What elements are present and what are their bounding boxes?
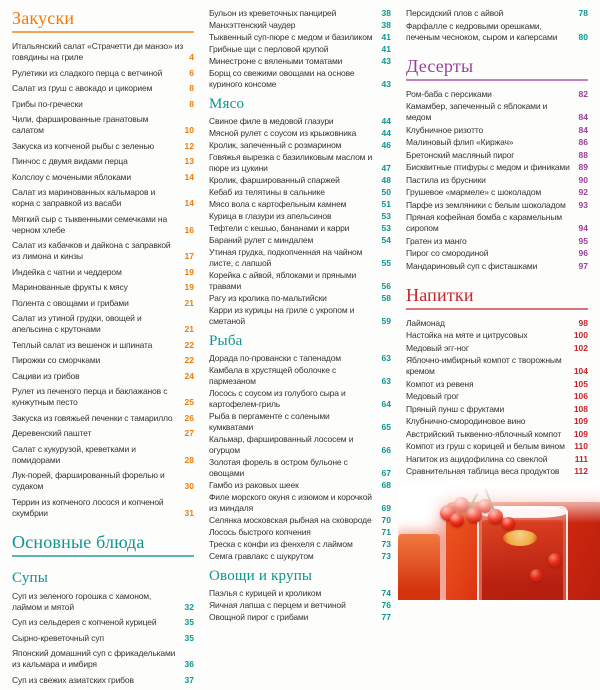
toc-entry — [406, 466, 588, 477]
dish-title: Террин из копченого лосося и копченой скумбрии — [12, 496, 164, 518]
dish-title: Гамбо из раковых шеек — [209, 480, 299, 490]
dish-title: Маринованные фрукты к мясу — [12, 282, 128, 292]
dish-title: Камбала в хрустящей оболочке с пармезаном — [209, 365, 337, 386]
dish-title: Семга гравлакс с шукрутом — [209, 551, 314, 561]
toc-entry — [209, 68, 391, 90]
toc-entry — [209, 270, 391, 292]
page-number: 53 — [381, 211, 391, 221]
dish-title: Мягкий сыр с тыквенными семечками на черном хлебе — [12, 213, 168, 235]
dish-title: Грибные щи с перловой крупой — [209, 44, 329, 54]
dish-title: Ром-баба с персиками — [406, 88, 492, 99]
dish-title: Минестроне с вялеными томатами — [209, 56, 343, 66]
dish-title: Яичная лапша с перцем и ветчиной — [209, 600, 346, 610]
page-number: 104 — [573, 366, 588, 376]
toc-entry — [209, 211, 391, 222]
page-number: 84 — [578, 124, 588, 135]
dish-title: Пряный пунш с фруктами — [406, 403, 505, 414]
page-number: 31 — [184, 507, 194, 518]
dish-title: Свиное филе в медовой глазури — [209, 116, 334, 126]
page-number: 94 — [578, 223, 588, 233]
dish-title: Салат из груш с авокадо и цикорием — [12, 83, 153, 93]
dish-title: Кролик, запеченный с розмарином — [209, 140, 342, 150]
dish-title: Пирожки со сморчками — [12, 355, 101, 365]
toc-entry — [209, 175, 391, 186]
dish-title: Золотая форель в остром бульоне с овощами — [209, 457, 348, 478]
page-number: 19 — [184, 266, 194, 277]
page-number: 47 — [381, 163, 391, 173]
dish-title: Лосось быстрого копчения — [209, 527, 311, 537]
toc-entry — [209, 612, 391, 623]
dish-title: Кролик, фаршированный спаржей — [209, 175, 340, 185]
dish-title: Австрийский тыквенно-яблочный компот — [406, 428, 562, 439]
page-number: 13 — [184, 156, 194, 166]
dish-title: Салат из кабачков и дайкона с заправкой из лимона и кинзы — [12, 240, 171, 261]
dish-title: Деревенский паштет — [12, 428, 92, 438]
toc-entry — [12, 444, 194, 466]
dish-title: Настойка на мяте и цитрусовых — [406, 330, 528, 340]
page-number: 4 — [189, 52, 194, 62]
toc-entry — [209, 588, 391, 599]
dish-title: Пастила из брусники — [406, 174, 486, 185]
dish-title: Пинчос с двумя видами перца — [12, 156, 128, 166]
page-number: 38 — [381, 20, 391, 30]
toc-entry — [406, 261, 588, 272]
dish-title: Тефтели с кешью, бананами и карри — [209, 223, 350, 233]
dish-title: Овощной пирог с грибами — [209, 612, 309, 622]
toc-entry — [12, 68, 194, 79]
toc-entry — [12, 371, 194, 382]
page-number: 93 — [578, 199, 588, 210]
toc-entry — [209, 305, 391, 327]
page-number: 56 — [381, 281, 391, 291]
toc-entry — [12, 99, 194, 110]
page-number: 35 — [184, 617, 194, 627]
toc-entry — [406, 21, 588, 43]
page-number: 97 — [578, 260, 588, 271]
toc-entry — [209, 515, 391, 526]
toc-entry — [209, 235, 391, 246]
page-number: 16 — [184, 224, 194, 235]
dish-title: Мандариновый суп с фисташками — [406, 260, 538, 271]
page-number: 73 — [381, 539, 391, 549]
page-number: 112 — [574, 466, 588, 476]
toc-entry — [12, 340, 194, 351]
dish-title: Кебаб из телятины в сальнике — [209, 187, 325, 197]
page-number: 6 — [189, 67, 194, 78]
toc-entry — [406, 379, 588, 390]
dish-title: Мясной рулет с соусом из крыжовника — [209, 128, 357, 138]
page-number: 96 — [578, 248, 588, 258]
toc-entry — [209, 128, 391, 139]
dish-title: Бульон из креветочных панцирей — [209, 8, 337, 18]
dish-title: Треска с конфи из фенхеля с лаймом — [209, 539, 353, 549]
page-number: 100 — [573, 330, 588, 340]
page-number: 37 — [184, 674, 194, 685]
section-header-ovoshchi-i-krupy: Овощи и крупы — [209, 568, 313, 584]
section-header-napitki: Напитки — [406, 285, 588, 310]
dish-title: Теплый салат из вешенок и шпината — [12, 339, 153, 350]
toc-entry — [209, 293, 391, 304]
dish-title: Фарфалле с кедровыми орешками, печеным чесноком, сыром и каперсами — [406, 20, 558, 42]
dish-title: Персидский плов с айвой — [406, 8, 504, 18]
section-header-zakuski: Закуски — [12, 8, 194, 33]
page-number: 67 — [381, 468, 391, 478]
toc-entry — [12, 675, 194, 686]
toc-entry — [12, 187, 194, 209]
page-number: 108 — [573, 403, 588, 414]
page-number: 24 — [184, 370, 194, 381]
page-number: 8 — [189, 98, 194, 109]
dish-title: Салат из утиной грудки, овощей и апельсина с крутонами — [12, 313, 142, 334]
toc-entry — [406, 101, 588, 123]
page-number: 44 — [381, 116, 391, 126]
toc-entry — [406, 162, 588, 173]
toc-entry — [209, 44, 391, 55]
toc-entry — [12, 633, 194, 644]
toc-entry — [406, 89, 588, 100]
page-number: 21 — [184, 324, 194, 334]
dish-title: Корейка с айвой, яблоками и пряными травами — [209, 270, 357, 291]
dish-title: Чили, фаршированные гранатовым салатом — [12, 114, 149, 135]
toc-entry — [12, 156, 194, 167]
toc-entry — [406, 150, 588, 161]
page-number: 106 — [573, 391, 588, 401]
dish-title: Гратен из манго — [406, 235, 467, 246]
page-number: 90 — [578, 174, 588, 185]
page-number: 55 — [381, 258, 391, 268]
dish-title: Суп из свежих азиатских грибов — [12, 674, 134, 685]
page-number: 21 — [184, 297, 194, 308]
page-number: 84 — [578, 112, 588, 122]
page-number: 111 — [574, 453, 588, 464]
toc-entry — [406, 355, 588, 377]
dish-title: Малиновый флип «Киржач» — [406, 137, 514, 147]
page-number: 70 — [381, 515, 391, 525]
page-number: 14 — [184, 171, 194, 182]
toc-entry — [12, 282, 194, 293]
toc-entry — [406, 212, 588, 234]
dish-title: Салат из маринованных кальмаров и корна с заправкой из васаби — [12, 187, 156, 208]
toc-entry — [209, 457, 391, 479]
dish-title: Камамбер, запеченный с яблоками и медом — [406, 101, 548, 122]
dish-title: Мясо вола с картофельным камнем — [209, 199, 347, 209]
dish-title: Лаймонад — [406, 317, 445, 328]
page-number: 35 — [184, 632, 194, 643]
toc-entry — [406, 248, 588, 259]
dish-title: Бисквитные птифуры с медом и финиками — [406, 162, 570, 172]
dish-title: Селянка московская рыбная на сковороде — [209, 515, 372, 525]
toc-entry — [12, 141, 194, 152]
page-number: 63 — [381, 376, 391, 386]
toc-entry — [209, 388, 391, 410]
dish-title: Тыквенный суп-пюре с медом и базиликом — [209, 32, 373, 42]
toc-entry — [406, 429, 588, 440]
page-number: 14 — [184, 198, 194, 208]
page-number: 109 — [573, 416, 588, 426]
toc-entry — [209, 527, 391, 538]
page-number: 32 — [184, 601, 194, 612]
toc-entry — [12, 617, 194, 628]
dish-title: Лук-порей, фаршированный форелью и судаком — [12, 470, 165, 491]
dish-title: Борщ со свежими овощами на основе куриного консоме — [209, 68, 355, 89]
toc-entry — [406, 175, 588, 186]
toc-entry — [406, 454, 588, 465]
toc-entry — [209, 152, 391, 174]
dish-title: Сациви из грибов — [12, 370, 80, 381]
dish-title: Индейка с чатни и чеддером — [12, 266, 122, 277]
page-number: 88 — [578, 149, 588, 160]
toc-entry — [209, 140, 391, 151]
photo-red-block — [398, 534, 440, 600]
page-number: 80 — [578, 31, 588, 42]
dish-title: Лосось с соусом из голубого сыра и картофелем-гриль — [209, 388, 346, 409]
dish-title: Клубнично-смородиновое вино — [406, 416, 526, 426]
toc-entry — [12, 386, 194, 408]
page-number: 110 — [574, 441, 588, 451]
section-header-myaso: Мясо — [209, 96, 245, 112]
toc-entry — [12, 313, 194, 335]
page-number: 92 — [578, 187, 588, 197]
toc-column-2 — [209, 8, 391, 690]
page-number: 26 — [184, 412, 194, 423]
dish-title: Бретонский масляный пирог — [406, 149, 515, 160]
toc-entry — [406, 318, 588, 329]
dish-title: Медовый эгг-ног — [406, 342, 469, 353]
toc-entry — [406, 137, 588, 148]
dish-title: Сравнительная таблица веса продуктов — [406, 466, 560, 476]
toc-entry — [209, 56, 391, 67]
toc-entry — [209, 223, 391, 234]
dish-title: Парфе из земляники с белым шоколадом — [406, 199, 566, 210]
toc-entry — [406, 391, 588, 402]
toc-entry — [406, 441, 588, 452]
page-number: 73 — [381, 551, 391, 561]
page-number: 86 — [578, 137, 588, 147]
toc-entry — [406, 187, 588, 198]
toc-column-1 — [12, 8, 194, 690]
toc-entry — [406, 236, 588, 247]
toc-entry — [209, 116, 391, 127]
dish-title: Манхэттенский чаудер — [209, 20, 296, 30]
section-header-supy: Супы — [12, 569, 49, 586]
toc-entry — [406, 404, 588, 415]
dish-title: Пряная кофейная бомба с карамельным сиропом — [406, 212, 563, 233]
page-number: 22 — [184, 355, 194, 365]
photo-white-fade — [398, 483, 600, 523]
toc-entry — [12, 172, 194, 183]
page-number: 98 — [578, 317, 588, 328]
dish-title: Сырно-креветочный суп — [12, 632, 104, 643]
dish-title: Грушевое «мармеле» с шоколадом — [406, 187, 542, 197]
page-number: 78 — [578, 8, 588, 18]
page-number: 54 — [381, 235, 391, 245]
page-number: 58 — [381, 293, 391, 303]
page-number: 25 — [184, 397, 194, 407]
dish-title: Колслоу с мочеными яблоками — [12, 171, 131, 182]
page-number: 76 — [381, 600, 391, 610]
page-number: 44 — [381, 128, 391, 138]
dish-title: Паэлья с курицей и кроликом — [209, 588, 322, 598]
dish-title: Курица в глазури из апельсинов — [209, 211, 332, 221]
page-number: 46 — [381, 140, 391, 150]
page-number: 82 — [578, 88, 588, 99]
toc-entry — [12, 591, 194, 613]
dish-title: Клубничное ризотто — [406, 124, 484, 135]
toc-entry — [209, 32, 391, 43]
dish-title: Суп из зеленого горошка с хамоном, лаймом и мятой — [12, 590, 152, 612]
page-number: 66 — [381, 445, 391, 455]
page-number: 68 — [381, 480, 391, 490]
toc-entry — [12, 470, 194, 492]
page-number: 8 — [189, 83, 194, 93]
dish-title: Рагу из кролика по-мальтийски — [209, 293, 327, 303]
toc-entry — [406, 343, 588, 354]
toc-entry — [12, 298, 194, 309]
redcurrant-berry — [530, 569, 543, 582]
dish-title: Закуска из копченой рыбы с зеленью — [12, 140, 155, 151]
page-number: 71 — [381, 527, 391, 537]
page-number: 41 — [381, 44, 391, 54]
dish-title: Рулетики из сладкого перца с ветчиной — [12, 67, 163, 78]
dish-title: Салат с кукурузой, креветками и помидорами — [12, 443, 136, 465]
page-number: 10 — [184, 125, 194, 135]
toc-entry — [209, 20, 391, 31]
page-number: 28 — [184, 454, 194, 465]
page-number: 69 — [381, 503, 391, 513]
toc-entry — [12, 497, 194, 519]
lemon-slice — [503, 530, 537, 546]
dish-title: Компот из ревеня — [406, 378, 474, 389]
page-number: 50 — [381, 187, 391, 197]
dish-title: Суп из сельдерея с копченой курицей — [12, 617, 157, 627]
page-number: 22 — [184, 339, 194, 350]
dish-title: Полента с овощами и грибами — [12, 297, 129, 308]
dish-title: Пирог со смородиной — [406, 248, 489, 258]
dish-title: Кальмар, фаршированный лососем и огурцом — [209, 434, 354, 455]
dish-title: Итальянский салат «Страчетти ди манзо» из говядины на гриле — [12, 41, 184, 62]
toc-entry — [209, 492, 391, 514]
toc-entry — [209, 187, 391, 198]
dish-title: Филе морского окуня с изюмом и корочкой из миндаля — [209, 492, 372, 513]
toc-entry — [406, 8, 588, 19]
toc-entry — [12, 41, 194, 63]
page-number: 95 — [578, 235, 588, 246]
page-number: 17 — [184, 251, 194, 261]
toc-entry — [12, 114, 194, 136]
section-header-ryba: Рыба — [209, 333, 243, 349]
toc-entry — [209, 353, 391, 364]
toc-entry — [209, 539, 391, 550]
toc-entry — [12, 428, 194, 439]
page-number: 41 — [381, 32, 391, 42]
dish-title: Бараний рулет с миндалем — [209, 235, 314, 245]
dish-title: Яблочно-имбирный компот с творожным кремом — [406, 355, 562, 376]
toc-entry — [209, 365, 391, 387]
toc-entry — [209, 600, 391, 611]
page-number: 12 — [184, 140, 194, 151]
toc-entry — [12, 413, 194, 424]
dish-title: Карри из курицы на гриле с укропом и сметаной — [209, 305, 355, 326]
dish-title: Дорада по-провански с тапенадом — [209, 353, 341, 363]
page-number: 77 — [381, 612, 391, 622]
toc-entry — [406, 416, 588, 427]
dish-title: Рыба в пергаменте с солеными кумкватами — [209, 411, 330, 432]
toc-entry — [12, 214, 194, 236]
page-number: 19 — [184, 282, 194, 292]
toc-entry — [12, 240, 194, 262]
page-number: 89 — [578, 162, 588, 172]
dish-title: Грибы по-гречески — [12, 98, 83, 109]
dish-title: Компот из груш с корицей и белым вином — [406, 441, 565, 451]
dish-title: Утиная грудка, подкопченная на чайном листе, с лапшой — [209, 247, 363, 268]
page-number: 63 — [381, 353, 391, 363]
page-number: 59 — [381, 316, 391, 326]
glass-of-red-currant-drink-photo — [398, 483, 600, 600]
toc-entry — [209, 551, 391, 562]
toc-entry — [406, 330, 588, 341]
toc-entry — [209, 199, 391, 210]
toc-entry — [209, 247, 391, 269]
toc-entry — [209, 411, 391, 433]
page-number: 102 — [573, 342, 588, 353]
page-number: 48 — [381, 175, 391, 185]
page-number: 36 — [184, 659, 194, 669]
page-number: 38 — [381, 8, 391, 18]
toc-entry — [406, 125, 588, 136]
toc-entry — [12, 355, 194, 366]
dish-title: Закуска из говяжьей печенки с тамарилло — [12, 412, 173, 423]
page-number: 105 — [573, 378, 588, 389]
toc-entry — [209, 480, 391, 491]
page-number: 30 — [184, 481, 194, 491]
dish-title: Напиток из ацидофилина со свеклой — [406, 453, 548, 464]
toc-entry — [12, 648, 194, 670]
section-header-osnovnye-blyuda: Основные блюда — [12, 532, 194, 557]
dish-title: Японский домашний суп с фрикадельками из кальмара и имбиря — [12, 648, 176, 669]
page-number: 109 — [573, 428, 588, 439]
section-header-deserty: Десерты — [406, 56, 588, 81]
page-number: 43 — [381, 56, 391, 66]
toc-entry — [12, 267, 194, 278]
toc-entry — [209, 8, 391, 19]
toc-entry — [209, 434, 391, 456]
dish-title: Говяжья вырезка с базиликовым маслом и пюре из цукини — [209, 152, 373, 173]
redcurrant-berry — [548, 553, 562, 567]
page-number: 27 — [184, 428, 194, 438]
page-number: 53 — [381, 223, 391, 233]
toc-entry — [12, 83, 194, 94]
toc-entry — [406, 200, 588, 211]
page-number: 43 — [381, 79, 391, 89]
dish-title: Медовый грог — [406, 391, 459, 401]
page-number: 65 — [381, 422, 391, 432]
page-number: 64 — [381, 399, 391, 409]
dish-title: Рулет из печеного перца и баклажанов с кунжутным песто — [12, 386, 168, 407]
page-number: 51 — [381, 199, 391, 209]
page-number: 74 — [381, 588, 391, 598]
